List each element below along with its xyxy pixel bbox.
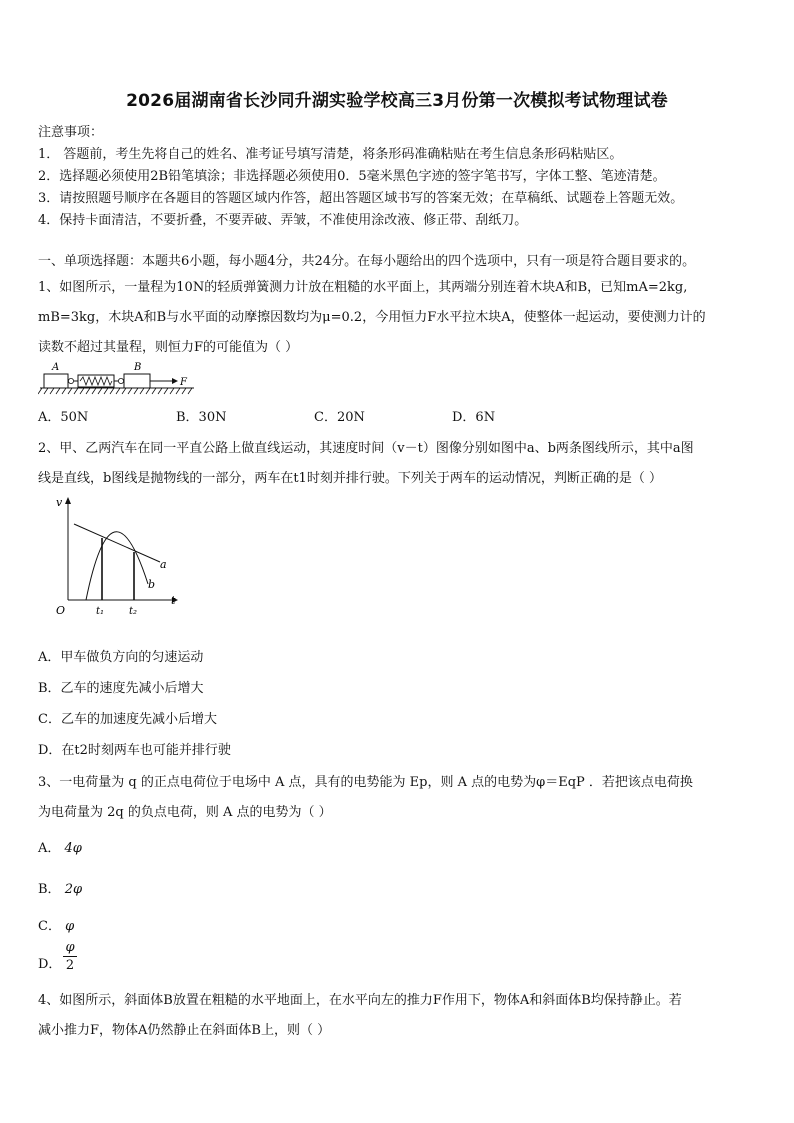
option-letter: A． [38, 841, 61, 856]
notice-item: 2．选择题必须使用2B铅笔填涂；非选择题必须使用0．5毫米黑色字迹的签字笔书写，字体工整、笔迹清楚。 [38, 169, 666, 184]
notice-item: 3．请按照题号顺序在各题目的答题区域内作答，超出答题区域书写的答案无效；在草稿纸、试题卷上答题无效。 [38, 191, 684, 206]
line-a-label: a [160, 558, 167, 571]
t1-label: t₁ [96, 606, 105, 617]
block-a-label: A [52, 362, 60, 373]
fraction-numerator: φ [65, 940, 75, 955]
page-title: 2026届湖南省长沙同升湖实验学校高三3月份第一次模拟考试物理试卷 [126, 91, 668, 111]
line-a [74, 524, 160, 562]
q4-text: 减小推力F，物体A仍然静止在斜面体B上，则（ ） [38, 1023, 331, 1038]
q2-text: 线是直线，b图线是抛物线的一部分，两车在t1时刻并排行驶。下列关于两车的运动情况，判断正确的是（ ） [38, 471, 662, 486]
q3-option-a [38, 837, 82, 856]
block-a [44, 374, 68, 388]
block-b [124, 374, 150, 388]
option-math: 4φ [64, 841, 82, 856]
q2-option-b: B．乙车的速度先减小后增大 [38, 681, 204, 696]
q3-option-c [38, 915, 74, 934]
block-b-label: B [134, 362, 142, 373]
origin-label: O [56, 604, 66, 617]
notice-item: 1． 答题前，考生先将自己的姓名、准考证号填写清楚，将条形码准确粘贴在考生信息条形码粘贴区。 [38, 147, 623, 162]
section-heading: 一、单项选择题：本题共6小题，每小题4分，共24分。在每小题给出的四个选项中，只有一项是符合题目要求的。 [38, 254, 696, 269]
curve-b [86, 532, 148, 600]
t2-label: t₂ [129, 606, 138, 617]
q3-option-d-fraction [62, 940, 78, 973]
q3-text: 3、一电荷量为 q 的正点电荷位于电场中 A 点，具有的电势能为 Ep，则 A 点的电势为φ＝EqP ．若把该点电荷换 [38, 775, 693, 790]
q1-option-b: B．30N [176, 410, 227, 425]
q1-text: 1、如图所示，一量程为10N的轻质弹簧测力计放在粗糙的水平面上，其两端分别连着木块A和B，已知mA=2kg, [38, 280, 688, 295]
q1-option-d: D．6N [452, 410, 496, 425]
q1-text: mB=3kg，木块A和B与水平面的动摩擦因数均为μ=0.2，今用恒力F水平拉木块A，使整体一起运动，要使测力计的 [38, 310, 706, 325]
q1-option-c: C．20N [314, 410, 365, 425]
q3-text: 为电荷量为 2q 的负点电荷，则 A 点的电势为（ ） [38, 805, 332, 820]
notice-heading: 注意事项： [38, 125, 104, 140]
force-label: F [180, 377, 187, 388]
q2-text: 2、甲、乙两汽车在同一平直公路上做直线运动，其速度时间（v－t）图像分别如图中a、b两条图线所示，其中a图 [38, 441, 694, 456]
option-math: φ [65, 919, 75, 934]
axis-t-label: t [171, 594, 176, 607]
option-letter: C． [38, 919, 61, 934]
q2-option-c: C．乙车的加速度先减小后增大 [38, 712, 217, 727]
q3-option-b [38, 878, 82, 897]
q3-option-d-letter: D． [38, 957, 62, 972]
fraction-denominator: 2 [65, 958, 75, 973]
q1-text: 读数不超过其量程，则恒力F的可能值为（ ） [38, 340, 299, 355]
q2-option-a: A．甲车做负方向的匀速运动 [38, 650, 204, 665]
q2-option-d: D．在t2时刻两车也可能并排行驶 [38, 743, 231, 758]
axis-v-label: v [56, 496, 63, 509]
q1-spring-figure [38, 358, 198, 398]
option-math: 2φ [64, 882, 83, 897]
q1-option-a: A．50N [38, 410, 89, 425]
notice-item: 4．保持卡面清洁，不要折叠，不要弄破、弄皱，不准使用涂改液、修正带、刮纸刀。 [38, 213, 528, 228]
q4-text: 4、如图所示，斜面体B放置在粗糙的水平地面上，在水平向左的推力F作用下，物体A和斜面体B均保持静止。若 [38, 993, 682, 1008]
option-letter: B． [38, 882, 61, 897]
curve-b-label: b [148, 578, 156, 591]
q2-vt-graph [48, 492, 188, 622]
